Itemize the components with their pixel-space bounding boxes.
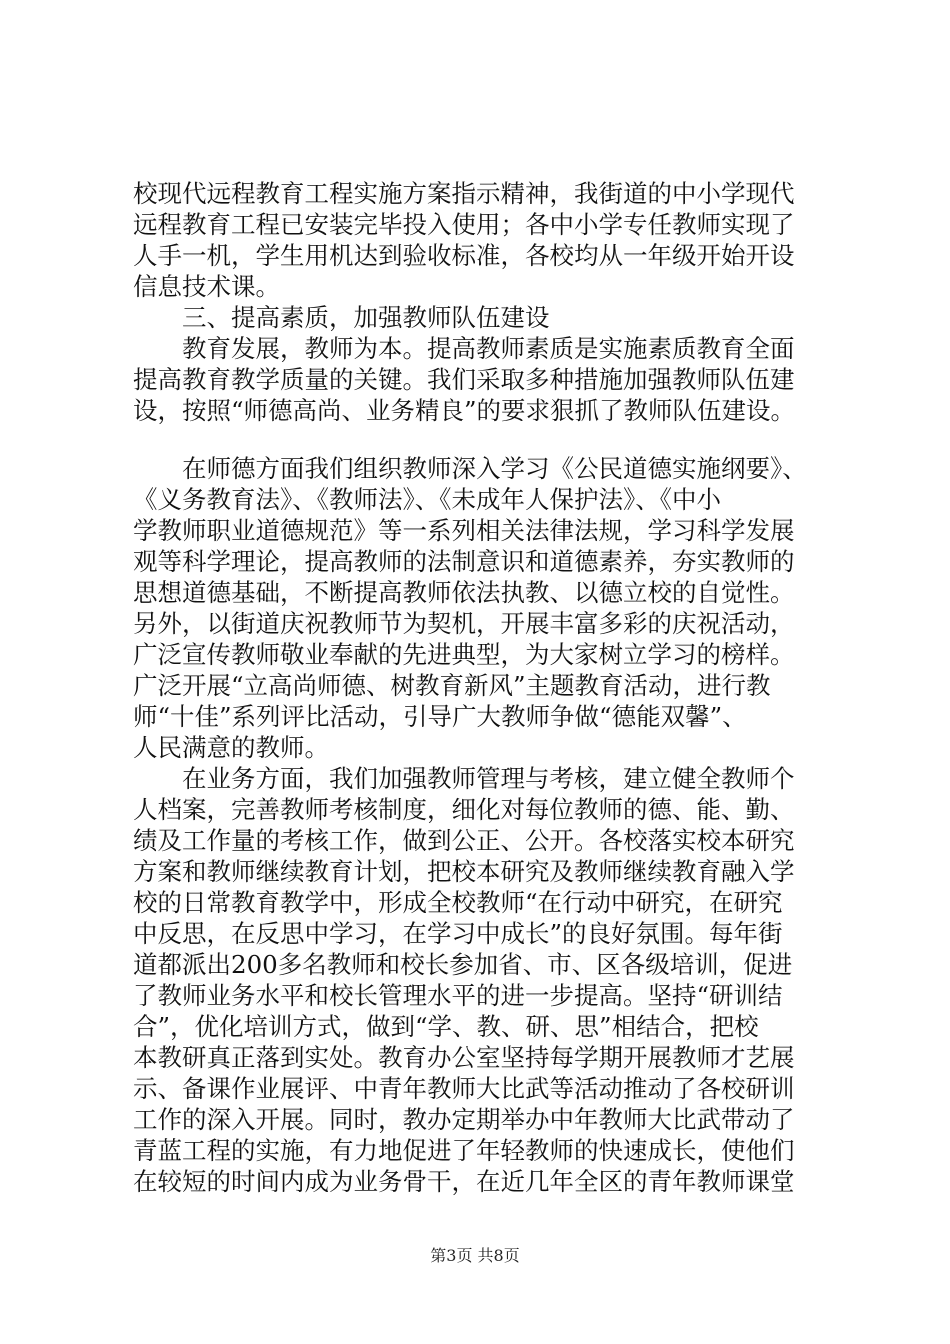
text-line: 观等科学理论，提高教师的法制意识和道德素养，夯实教师的: [133, 547, 795, 576]
text-line: 校的日常教育教学中，形成全校教师“在行动中研究，在研究: [133, 888, 783, 917]
text-line: 广泛开展“立高尚师德、树教育新风”主题教育活动，进行教: [133, 671, 771, 700]
text-line: 青蓝工程的实施，有力地促进了年轻教师的快速成长，使他们: [133, 1136, 795, 1165]
text-line: 教育发展，教师为本。提高教师素质是实施素质教育全面: [182, 334, 795, 363]
text-line: 了教师业务水平和校长管理水平的进一步提高。坚持“研训结: [133, 981, 783, 1010]
text-line: 道都派出200多名教师和校长参加省、市、区各级培训，促进: [133, 950, 793, 979]
section-heading: 三、提高素质，加强教师队伍建设: [182, 303, 550, 332]
text-line: 本教研真正落到实处。教育办公室坚持每学期开展教师才艺展: [133, 1043, 795, 1072]
text-line: 广泛宣传教师敬业奉献的先进典型，为大家树立学习的榜样。: [133, 640, 795, 669]
text-line: 思想道德基础，不断提高教师依法执教、以德立校的自觉性。: [133, 578, 795, 607]
text-line: 绩及工作量的考核工作，做到公正、公开。各校落实校本研究: [133, 826, 795, 855]
text-line: 远程教育工程已安装完毕投入使用；各中小学专任教师实现了: [133, 210, 795, 239]
text-line: 设，按照“师德高尚、业务精良”的要求狠抓了教师队伍建设。: [133, 396, 796, 425]
text-line: 另外，以街道庆祝教师节为契机，开展丰富多彩的庆祝活动，: [133, 609, 795, 638]
text-line: 校现代远程教育工程实施方案指示精神，我街道的中小学现代: [133, 179, 795, 208]
text-line: 人手一机，学生用机达到验收标准，各校均从一年级开始开设: [133, 241, 795, 270]
text-line: 方案和教师继续教育计划，把校本研究及教师继续教育融入学: [133, 857, 795, 886]
text-line: 中反思，在反思中学习，在学习中成长”的良好氛围。每年街: [133, 919, 783, 948]
text-line: 工作的深入开展。同时，教办定期举办中年教师大比武带动了: [133, 1105, 795, 1134]
text-line: 学教师职业道德规范》等一系列相关法律法规，学习科学发展: [133, 516, 795, 545]
text-line: 提高教育教学质量的关键。我们采取多种措施加强教师队伍建: [133, 365, 795, 394]
text-line: 示、备课作业展评、中青年教师大比武等活动推动了各校研训: [133, 1074, 795, 1103]
text-line: 信息技术课。: [133, 272, 280, 301]
text-line: 在业务方面，我们加强教师管理与考核，建立健全教师个: [182, 764, 795, 793]
text-line: 师“十佳”系列评比活动，引导广大教师争做“德能双馨”、: [133, 702, 747, 731]
text-line: 合”，优化培训方式，做到“学、教、研、思”相结合，把校: [133, 1012, 759, 1041]
text-line: 人民满意的教师。: [133, 733, 329, 762]
text-line: 《义务教育法》、《教师法》、《未成年人保护法》、《中小: [133, 485, 721, 514]
text-line: 在师德方面我们组织教师深入学习《公民道德实施纲要》、: [182, 454, 807, 483]
page-number-footer: 第3页 共8页: [430, 1246, 520, 1265]
text-line: 人档案，完善教师考核制度，细化对每位教师的德、能、勤、: [133, 795, 795, 824]
text-line: 在较短的时间内成为业务骨干，在近几年全区的青年教师课堂: [133, 1167, 795, 1196]
